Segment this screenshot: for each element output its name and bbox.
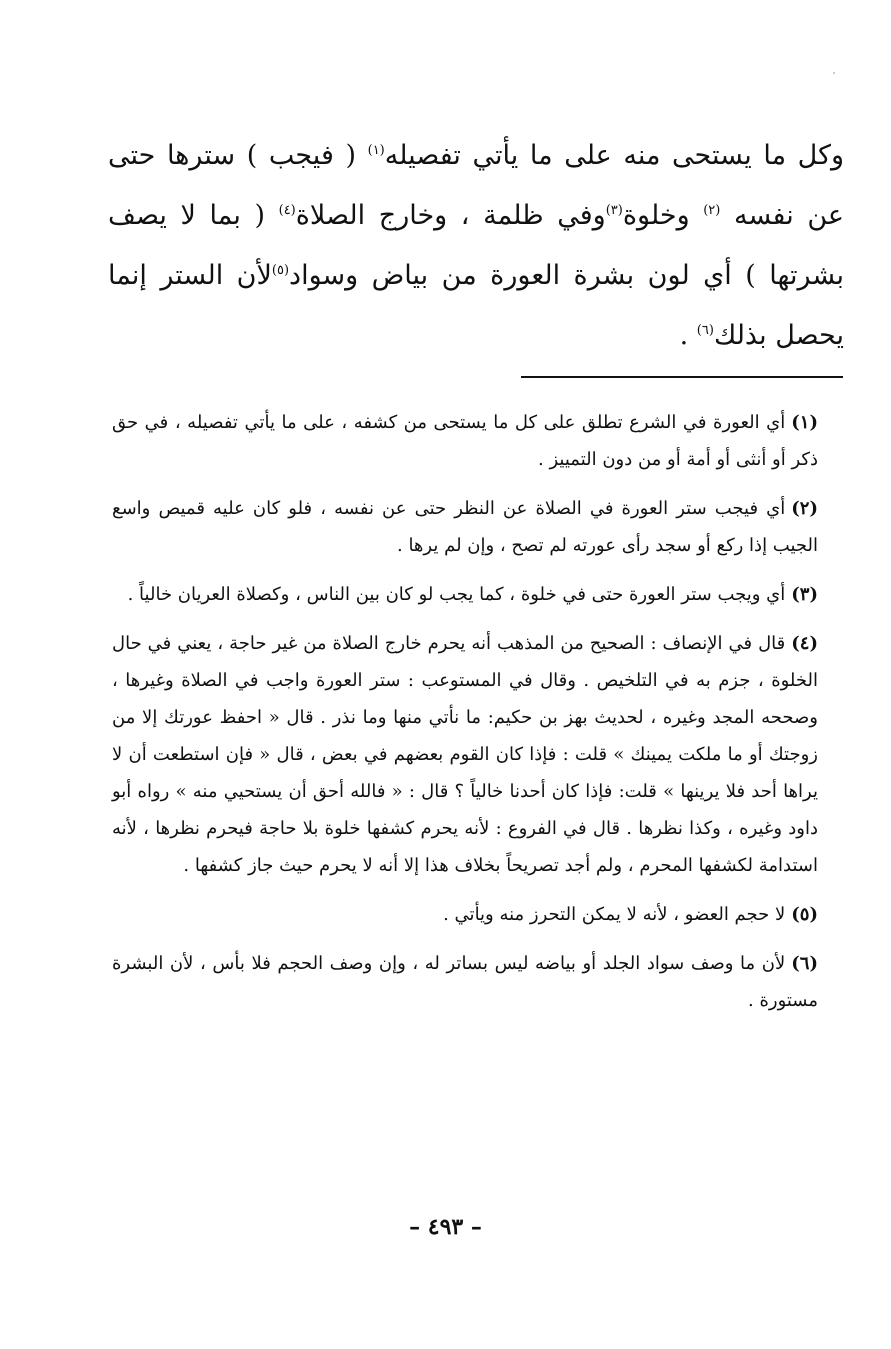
footnote-ref: (٢) — [703, 203, 721, 218]
footnote-text: قال في الإنصاف : الصحيح من المذهب أنه يحرم خارج الصلاة من غير حاجة ، يعني في حال الخلوة ، جزم به في التلخيص . وقال في المستوعب : ستر العورة واجب في الصلاة وغيرها ، وصححه المجد وغيره ، لحديث بهز بن حكيم: ما نأتي منها وما نذر . قال « احفظ عورتك إلا من زوجتك أو ما ملكت يمينك » قلت : فإذا كان القوم بعضهم في بعض ، قال « فإن استطعت أن لا يراها أحد فلا يرينها » قلت: فإذا كان أحدنا خالياً ؟ قال : « فالله أحق أن يستحيي منه » رواه أبو داود وغيره ، وكذا نظرها . قال في الفروع : لأنه يحرم كشفها خلوة بلا حاجة فيحرم نظرها ، لأنه استدامة لكشفها المحرم ، ولم أجد تصريحاً بخلاف هذا إلا أنه لا يحرم حيث جاز كشفها . — [112, 633, 818, 876]
page-number: – ٤٩٣ – — [409, 1214, 482, 1240]
footnote-2 — [112, 490, 842, 564]
footnote-text: أي فيجب ستر العورة في الصلاة عن النظر حتى عن نفسه ، فلو كان عليه قميص واسع الجيب إذا ركع أو سجد رأى عورته لم تصح ، وإن لم يرها . — [112, 498, 818, 556]
footnote-4 — [112, 625, 842, 884]
main-body-text — [108, 126, 844, 366]
footnote-3 — [112, 576, 842, 613]
footnote-text: لا حجم العضو ، لأنه لا يمكن التحرز منه ويأتي . — [443, 904, 786, 925]
footnotes-section — [112, 404, 842, 1031]
footnote-ref: (٤) — [278, 203, 296, 218]
footnote-number: (١) — [791, 412, 818, 433]
main-text-segment: وفي ظلمة ، وخارج الصلاة — [295, 200, 606, 231]
footnote-1 — [112, 404, 842, 478]
main-text-segment: ( بما لا يصف بشرتها ) أي لون بشرة العورة من بياض وسواد — [108, 200, 844, 291]
footnote-ref: (٥) — [271, 263, 290, 278]
footnote-number: (٢) — [791, 498, 818, 519]
footnote-number: (٥) — [791, 904, 818, 925]
footnote-number: (٤) — [791, 633, 818, 654]
main-text-segment: وكل ما يستحى منه على ما يأتي تفصيله — [384, 140, 844, 171]
footnote-5 — [112, 896, 842, 933]
scan-speck — [833, 72, 835, 74]
footnote-6 — [112, 945, 842, 1019]
footnote-text: لأن ما وصف سواد الجلد أو بياضه ليس بساتر له ، وإن وصف الحجم فلا بأس ، لأن البشرة مستورة . — [112, 953, 818, 1011]
main-text-segment: وخلوة — [622, 200, 704, 231]
footnote-ref: (٦) — [696, 323, 714, 338]
footnote-text: أي ويجب ستر العورة حتى في خلوة ، كما يجب لو كان بين الناس ، وكصلاة العريان خالياً . — [127, 584, 786, 605]
footnote-separator — [521, 376, 843, 378]
main-text-segment: ( فيجب ) سترها حتى عن نفسه — [108, 140, 844, 231]
footnote-number: (٣) — [791, 584, 818, 605]
main-text-segment: لأن الستر إنما يحصل بذلك — [108, 260, 844, 351]
footnote-number: (٦) — [791, 953, 818, 974]
footnote-ref: (١) — [367, 143, 385, 158]
main-text-segment: . — [679, 320, 697, 351]
footnote-ref: (٣) — [605, 203, 623, 218]
footnote-text: أي العورة في الشرع تطلق على كل ما يستحى من كشفه ، على ما يأتي تفصيله ، في حق ذكر أو أنثى أو أمة أو من دون التمييز . — [112, 412, 818, 470]
